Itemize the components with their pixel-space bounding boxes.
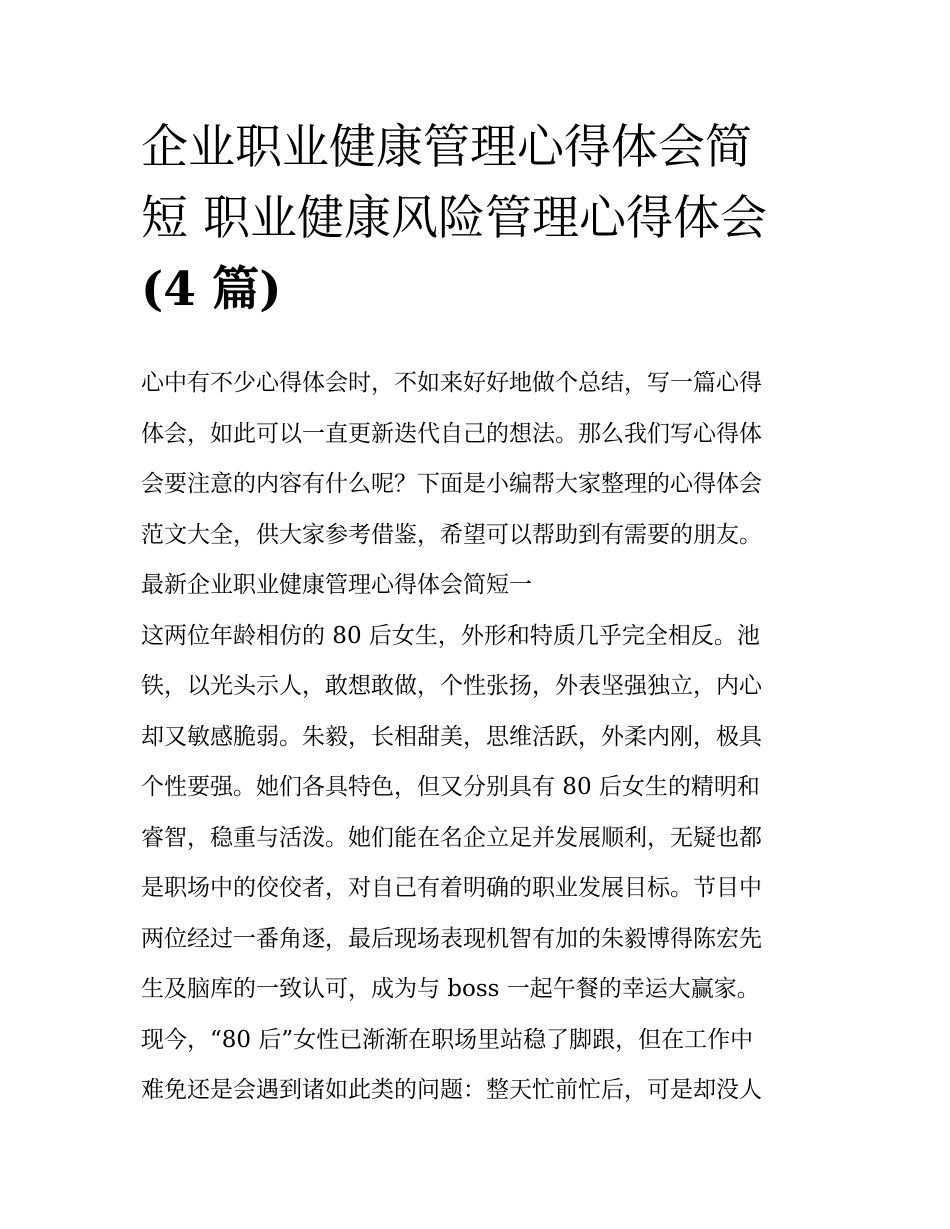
body-line: 睿智，稳重与活泼。她们能在名企立足并发展顺利，无疑也都	[141, 824, 762, 851]
body-line: 两位经过一番角逐，最后现场表现机智有加的朱毅博得陈宏先	[141, 925, 762, 952]
body-line: 范文大全，供大家参考借鉴，希望可以帮助到有需要的朋友。	[141, 521, 762, 548]
body-line: 这两位年龄相仿的 80 后女生，外形和特质几乎完全相反。池	[141, 622, 760, 649]
title-line: 企业职业健康管理心得体会简	[141, 120, 752, 175]
body-line: 体会，如此可以一直更新迭代自己的想法。那么我们写心得体	[141, 420, 762, 447]
body-line: 是职场中的佼佼者，对自己有着明确的职业发展目标。节目中	[141, 875, 762, 901]
document-title	[141, 112, 821, 325]
title-line: (4 篇)	[141, 262, 282, 317]
body-line: 却又敏感脆弱。朱毅，长相甜美，思维活跃，外柔内刚，极具	[141, 723, 762, 750]
body-line: 生及脑库的一致认可，成为与 boss 一起午餐的幸运大赢家。	[141, 976, 760, 1002]
body-line: 铁，以光头示人，敢想敢做，个性张扬，外表坚强独立，内心	[141, 673, 762, 699]
body-line: 现今，“80 后”女性已渐渐在职场里站稳了脚跟，但在工作中	[141, 1026, 754, 1053]
section-heading: 最新企业职业健康管理心得体会简短一	[141, 572, 532, 598]
body-line: 会要注意的内容有什么呢？下面是小编帮大家整理的心得体会	[141, 471, 762, 497]
body-line: 心中有不少心得体会时，不如来好好地做个总结，写一篇心得	[141, 370, 762, 396]
body-line: 个性要强。她们各具特色，但又分别具有 80 后女生的精明和	[141, 774, 760, 800]
title-line: 短 职业健康风险管理心得体会	[141, 191, 767, 246]
document-body	[141, 358, 821, 1116]
body-line: 难免还是会遇到诸如此类的问题：整天忙前忙后，可是却没人	[141, 1077, 762, 1103]
